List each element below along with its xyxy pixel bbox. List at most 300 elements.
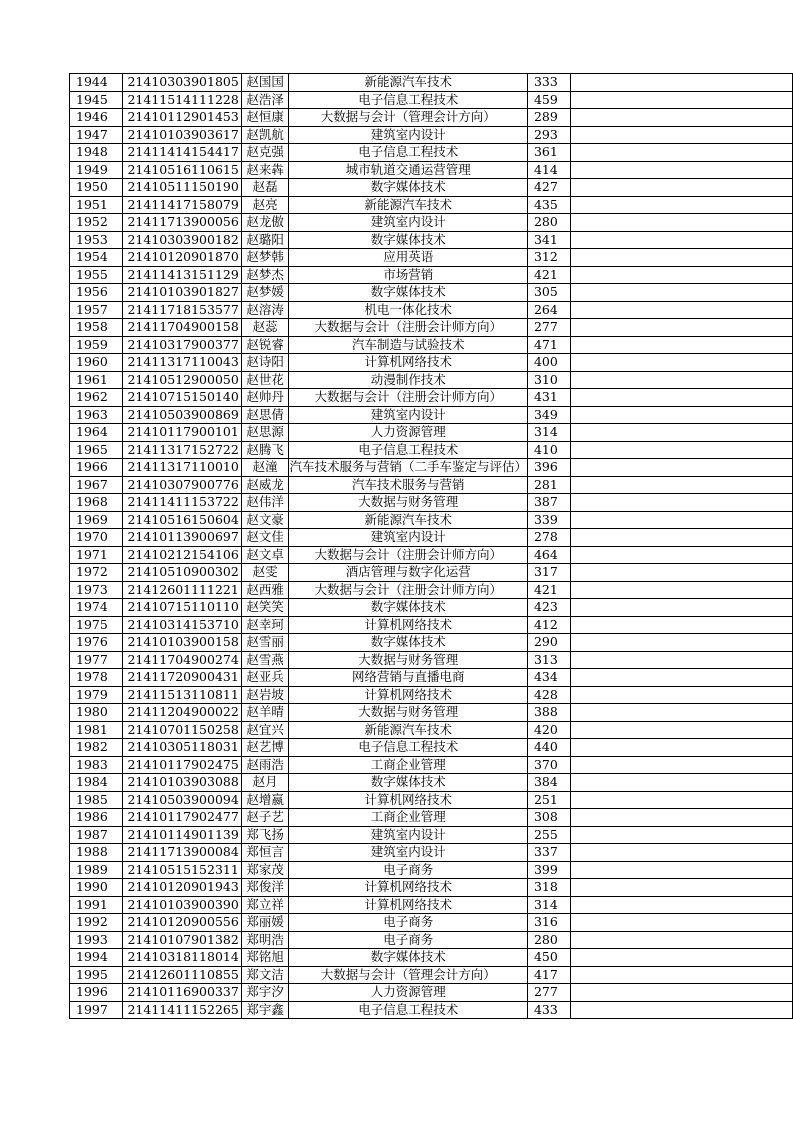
student-name-cell: 赵文卓	[241, 546, 289, 564]
score-cell: 337	[527, 844, 570, 862]
candidate-id-cell: 21410103903617	[123, 126, 241, 144]
candidate-id-cell: 21411718153577	[123, 301, 241, 319]
major-cell: 数字媒体技术	[289, 599, 528, 617]
serial-number-cell: 1975	[70, 616, 123, 634]
table-row	[70, 669, 793, 687]
table-row	[70, 179, 793, 197]
empty-remark-cell	[570, 564, 792, 582]
student-name-cell: 赵笑笑	[241, 599, 289, 617]
student-name-cell: 赵蕊	[241, 319, 289, 337]
student-name-cell: 赵西雅	[241, 581, 289, 599]
table-row	[70, 144, 793, 162]
candidate-id-cell: 21410715110110	[123, 599, 241, 617]
score-cell: 428	[527, 686, 570, 704]
student-name-cell: 郑恒言	[241, 844, 289, 862]
student-name-cell: 赵潼	[241, 459, 289, 477]
candidate-id-cell: 21411414154417	[123, 144, 241, 162]
student-name-cell: 郑宇汐	[241, 984, 289, 1002]
table-row	[70, 494, 793, 512]
candidate-id-cell: 21411417158079	[123, 196, 241, 214]
major-cell: 计算机网络技术	[289, 354, 528, 372]
student-name-cell: 赵帅丹	[241, 389, 289, 407]
major-cell: 建筑室内设计	[289, 529, 528, 547]
major-cell: 新能源汽车技术	[289, 721, 528, 739]
candidate-id-cell: 21410117902475	[123, 756, 241, 774]
student-name-cell: 赵国国	[241, 74, 289, 92]
student-name-cell: 赵恒康	[241, 109, 289, 127]
empty-remark-cell	[570, 494, 792, 512]
candidate-id-cell: 21410212154106	[123, 546, 241, 564]
serial-number-cell: 1945	[70, 91, 123, 109]
score-cell: 251	[527, 791, 570, 809]
serial-number-cell: 1976	[70, 634, 123, 652]
major-cell: 大数据与会计（注册会计师方向）	[289, 389, 528, 407]
serial-number-cell: 1952	[70, 214, 123, 232]
empty-remark-cell	[570, 599, 792, 617]
student-name-cell: 赵雪燕	[241, 651, 289, 669]
table-row	[70, 721, 793, 739]
candidate-id-cell: 21411720900431	[123, 669, 241, 687]
empty-remark-cell	[570, 879, 792, 897]
candidate-id-cell: 21410113900697	[123, 529, 241, 547]
score-cell: 410	[527, 441, 570, 459]
empty-remark-cell	[570, 651, 792, 669]
serial-number-cell: 1993	[70, 931, 123, 949]
student-name-cell: 郑铭旭	[241, 949, 289, 967]
empty-remark-cell	[570, 581, 792, 599]
student-name-cell: 郑立祥	[241, 896, 289, 914]
student-name-cell: 赵浩泽	[241, 91, 289, 109]
major-cell: 动漫制作技术	[289, 371, 528, 389]
major-cell: 大数据与会计（管理会计方向）	[289, 109, 528, 127]
empty-remark-cell	[570, 616, 792, 634]
empty-remark-cell	[570, 231, 792, 249]
serial-number-cell: 1990	[70, 879, 123, 897]
empty-remark-cell	[570, 1001, 792, 1019]
candidate-id-cell: 21412601111221	[123, 581, 241, 599]
major-cell: 电子信息工程技术	[289, 1001, 528, 1019]
student-name-cell: 赵月	[241, 774, 289, 792]
student-name-cell: 赵思倩	[241, 406, 289, 424]
table-row	[70, 774, 793, 792]
serial-number-cell: 1949	[70, 161, 123, 179]
score-cell: 314	[527, 424, 570, 442]
major-cell: 大数据与会计（注册会计师方向）	[289, 546, 528, 564]
score-cell: 417	[527, 966, 570, 984]
serial-number-cell: 1980	[70, 704, 123, 722]
candidate-id-cell: 21410103900158	[123, 634, 241, 652]
empty-remark-cell	[570, 301, 792, 319]
student-name-cell: 赵梦杰	[241, 266, 289, 284]
table-body	[70, 74, 793, 1019]
candidate-id-cell: 21410120901943	[123, 879, 241, 897]
empty-remark-cell	[570, 109, 792, 127]
student-name-cell: 赵亮	[241, 196, 289, 214]
candidate-id-cell: 21410303901805	[123, 74, 241, 92]
empty-remark-cell	[570, 476, 792, 494]
empty-remark-cell	[570, 721, 792, 739]
student-name-cell: 赵雨浩	[241, 756, 289, 774]
student-name-cell: 赵锐睿	[241, 336, 289, 354]
score-cell: 349	[527, 406, 570, 424]
student-name-cell: 赵羊晴	[241, 704, 289, 722]
empty-remark-cell	[570, 669, 792, 687]
serial-number-cell: 1989	[70, 861, 123, 879]
candidate-id-cell: 21410117900101	[123, 424, 241, 442]
serial-number-cell: 1968	[70, 494, 123, 512]
empty-remark-cell	[570, 161, 792, 179]
major-cell: 人力资源管理	[289, 984, 528, 1002]
serial-number-cell: 1982	[70, 739, 123, 757]
student-name-cell: 赵璐阳	[241, 231, 289, 249]
candidate-id-cell: 21410503900094	[123, 791, 241, 809]
score-cell: 255	[527, 826, 570, 844]
serial-number-cell: 1974	[70, 599, 123, 617]
empty-remark-cell	[570, 791, 792, 809]
student-name-cell: 郑文洁	[241, 966, 289, 984]
student-name-cell: 赵世花	[241, 371, 289, 389]
score-cell: 370	[527, 756, 570, 774]
student-name-cell: 赵文豪	[241, 511, 289, 529]
major-cell: 汽车制造与试验技术	[289, 336, 528, 354]
table-row	[70, 931, 793, 949]
candidate-id-cell: 21410701150258	[123, 721, 241, 739]
table-row	[70, 756, 793, 774]
score-cell: 280	[527, 931, 570, 949]
empty-remark-cell	[570, 371, 792, 389]
major-cell: 汽车技术服务与营销（二手车鉴定与评估）	[289, 459, 527, 475]
table-row	[70, 406, 793, 424]
candidate-id-cell: 21410103903088	[123, 774, 241, 792]
table-row	[70, 984, 793, 1002]
empty-remark-cell	[570, 546, 792, 564]
candidate-id-cell: 21410116900337	[123, 984, 241, 1002]
major-cell: 建筑室内设计	[289, 406, 528, 424]
empty-remark-cell	[570, 529, 792, 547]
empty-remark-cell	[570, 844, 792, 862]
table-row	[70, 389, 793, 407]
score-cell: 464	[527, 546, 570, 564]
empty-remark-cell	[570, 774, 792, 792]
empty-remark-cell	[570, 266, 792, 284]
candidate-id-cell: 21410112901453	[123, 109, 241, 127]
score-cell: 305	[527, 284, 570, 302]
major-cell: 大数据与会计（注册会计师方向）	[289, 319, 528, 337]
major-cell: 应用英语	[289, 249, 528, 267]
student-name-cell: 赵岩坡	[241, 686, 289, 704]
student-name-cell: 郑家茂	[241, 861, 289, 879]
score-cell: 341	[527, 231, 570, 249]
major-cell: 数字媒体技术	[289, 634, 528, 652]
serial-number-cell: 1962	[70, 389, 123, 407]
candidate-id-cell: 21410511150190	[123, 179, 241, 197]
empty-remark-cell	[570, 861, 792, 879]
serial-number-cell: 1953	[70, 231, 123, 249]
table-row	[70, 74, 793, 92]
empty-remark-cell	[570, 459, 792, 477]
score-cell: 280	[527, 214, 570, 232]
serial-number-cell: 1944	[70, 74, 123, 92]
score-cell: 333	[527, 74, 570, 92]
major-cell: 电子商务	[289, 931, 528, 949]
serial-number-cell: 1981	[70, 721, 123, 739]
score-cell: 277	[527, 319, 570, 337]
score-cell: 361	[527, 144, 570, 162]
empty-remark-cell	[570, 739, 792, 757]
serial-number-cell: 1967	[70, 476, 123, 494]
major-cell: 大数据与会计（注册会计师方向）	[289, 581, 528, 599]
major-cell: 电子信息工程技术	[289, 91, 528, 109]
table-row	[70, 1001, 793, 1019]
empty-remark-cell	[570, 91, 792, 109]
serial-number-cell: 1970	[70, 529, 123, 547]
serial-number-cell: 1969	[70, 511, 123, 529]
serial-number-cell: 1957	[70, 301, 123, 319]
table-row	[70, 336, 793, 354]
score-cell: 310	[527, 371, 570, 389]
table-row	[70, 266, 793, 284]
student-name-cell: 赵文佳	[241, 529, 289, 547]
major-cell: 新能源汽车技术	[289, 196, 528, 214]
empty-remark-cell	[570, 179, 792, 197]
major-cell: 城市轨道交通运营管理	[289, 161, 528, 179]
serial-number-cell: 1977	[70, 651, 123, 669]
table-row	[70, 161, 793, 179]
score-cell: 316	[527, 914, 570, 932]
table-row	[70, 354, 793, 372]
serial-number-cell: 1985	[70, 791, 123, 809]
score-cell: 421	[527, 266, 570, 284]
empty-remark-cell	[570, 441, 792, 459]
major-cell: 工商企业管理	[289, 809, 528, 827]
score-cell: 308	[527, 809, 570, 827]
major-cell: 建筑室内设计	[289, 214, 528, 232]
candidate-id-cell: 21410107901382	[123, 931, 241, 949]
table-row	[70, 634, 793, 652]
candidate-id-cell: 21411317110043	[123, 354, 241, 372]
score-cell: 293	[527, 126, 570, 144]
table-row	[70, 214, 793, 232]
student-name-cell: 郑飞扬	[241, 826, 289, 844]
major-cell: 电子信息工程技术	[289, 144, 528, 162]
student-name-cell: 赵子艺	[241, 809, 289, 827]
serial-number-cell: 1963	[70, 406, 123, 424]
student-name-cell: 郑俊洋	[241, 879, 289, 897]
candidate-id-cell: 21410303900182	[123, 231, 241, 249]
major-cell: 网络营销与直播电商	[289, 669, 528, 687]
serial-number-cell: 1960	[70, 354, 123, 372]
student-name-cell: 赵来犇	[241, 161, 289, 179]
empty-remark-cell	[570, 704, 792, 722]
table-row	[70, 686, 793, 704]
table-row	[70, 459, 793, 477]
candidate-id-cell: 21411704900158	[123, 319, 241, 337]
student-name-cell: 赵思源	[241, 424, 289, 442]
serial-number-cell: 1991	[70, 896, 123, 914]
major-cell: 计算机网络技术	[289, 879, 528, 897]
table-row	[70, 529, 793, 547]
serial-number-cell: 1950	[70, 179, 123, 197]
student-name-cell: 郑宇鑫	[241, 1001, 289, 1019]
empty-remark-cell	[570, 319, 792, 337]
candidate-id-cell: 21411704900274	[123, 651, 241, 669]
candidate-id-cell: 21410103900390	[123, 896, 241, 914]
candidate-id-cell: 21410305118031	[123, 739, 241, 757]
score-cell: 421	[527, 581, 570, 599]
serial-number-cell: 1947	[70, 126, 123, 144]
table-row	[70, 581, 793, 599]
empty-remark-cell	[570, 424, 792, 442]
student-name-cell: 赵雯	[241, 564, 289, 582]
major-cell: 计算机网络技术	[289, 791, 528, 809]
major-cell: 建筑室内设计	[289, 844, 528, 862]
table-row	[70, 301, 793, 319]
major-cell: 大数据与会计（管理会计方向）	[289, 966, 528, 984]
score-cell: 387	[527, 494, 570, 512]
empty-remark-cell	[570, 931, 792, 949]
major-cell: 工商企业管理	[289, 756, 528, 774]
major-cell: 机电一体化技术	[289, 301, 528, 319]
student-name-cell: 赵增嬴	[241, 791, 289, 809]
major-cell: 计算机网络技术	[289, 616, 528, 634]
score-cell: 384	[527, 774, 570, 792]
candidate-id-cell: 21411514111228	[123, 91, 241, 109]
major-cell: 建筑室内设计	[289, 826, 528, 844]
major-cell: 计算机网络技术	[289, 686, 528, 704]
score-cell: 423	[527, 599, 570, 617]
candidate-id-cell: 21410516110615	[123, 161, 241, 179]
score-cell: 471	[527, 336, 570, 354]
major-cell: 市场营销	[289, 266, 528, 284]
major-cell: 酒店管理与数字化运营	[289, 564, 528, 582]
student-name-cell: 赵克强	[241, 144, 289, 162]
student-name-cell: 赵凯航	[241, 126, 289, 144]
candidate-id-cell: 21410516150604	[123, 511, 241, 529]
score-cell: 396	[527, 459, 570, 477]
major-cell: 新能源汽车技术	[289, 74, 528, 92]
major-cell: 大数据与财务管理	[289, 651, 528, 669]
serial-number-cell: 1956	[70, 284, 123, 302]
empty-remark-cell	[570, 249, 792, 267]
empty-remark-cell	[570, 196, 792, 214]
table-row	[70, 704, 793, 722]
score-cell: 318	[527, 879, 570, 897]
score-cell: 278	[527, 529, 570, 547]
empty-remark-cell	[570, 966, 792, 984]
serial-number-cell: 1987	[70, 826, 123, 844]
serial-number-cell: 1955	[70, 266, 123, 284]
student-name-cell: 郑丽媛	[241, 914, 289, 932]
table-row	[70, 826, 793, 844]
student-name-cell: 赵幸珂	[241, 616, 289, 634]
score-cell: 435	[527, 196, 570, 214]
student-name-cell: 赵威龙	[241, 476, 289, 494]
table-row	[70, 284, 793, 302]
score-cell: 434	[527, 669, 570, 687]
score-cell: 281	[527, 476, 570, 494]
score-cell: 414	[527, 161, 570, 179]
candidate-id-cell: 21410503900869	[123, 406, 241, 424]
empty-remark-cell	[570, 984, 792, 1002]
serial-number-cell: 1996	[70, 984, 123, 1002]
score-cell: 433	[527, 1001, 570, 1019]
table-row	[70, 914, 793, 932]
empty-remark-cell	[570, 896, 792, 914]
empty-remark-cell	[570, 686, 792, 704]
score-cell: 459	[527, 91, 570, 109]
empty-remark-cell	[570, 914, 792, 932]
serial-number-cell: 1994	[70, 949, 123, 967]
major-cell: 计算机网络技术	[289, 896, 528, 914]
student-name-cell: 赵艺博	[241, 739, 289, 757]
empty-remark-cell	[570, 354, 792, 372]
score-cell: 412	[527, 616, 570, 634]
score-cell: 264	[527, 301, 570, 319]
major-cell: 电子信息工程技术	[289, 441, 528, 459]
candidate-id-cell: 21411713900056	[123, 214, 241, 232]
major-cell: 建筑室内设计	[289, 126, 528, 144]
candidate-id-cell: 21411513110811	[123, 686, 241, 704]
student-name-cell: 赵亚兵	[241, 669, 289, 687]
candidate-id-cell: 21410117902477	[123, 809, 241, 827]
serial-number-cell: 1988	[70, 844, 123, 862]
score-cell: 277	[527, 984, 570, 1002]
candidate-id-cell: 21410103901827	[123, 284, 241, 302]
candidate-id-cell: 21411413151129	[123, 266, 241, 284]
candidate-id-cell: 21411204900022	[123, 704, 241, 722]
table-row	[70, 91, 793, 109]
candidate-id-cell: 21411411152265	[123, 1001, 241, 1019]
table-row	[70, 599, 793, 617]
candidate-id-cell: 21411713900084	[123, 844, 241, 862]
student-name-cell: 赵雪丽	[241, 634, 289, 652]
serial-number-cell: 1972	[70, 564, 123, 582]
table-row	[70, 231, 793, 249]
table-row	[70, 616, 793, 634]
major-cell: 大数据与财务管理	[289, 494, 528, 512]
candidate-id-cell: 21410120900556	[123, 914, 241, 932]
score-cell: 290	[527, 634, 570, 652]
empty-remark-cell	[570, 511, 792, 529]
major-cell: 汽车技术服务与营销	[289, 476, 528, 494]
student-name-cell: 赵磊	[241, 179, 289, 197]
serial-number-cell: 1958	[70, 319, 123, 337]
candidate-id-cell: 21410515152311	[123, 861, 241, 879]
empty-remark-cell	[570, 144, 792, 162]
student-name-cell: 赵宜兴	[241, 721, 289, 739]
candidate-id-cell: 21410318118014	[123, 949, 241, 967]
table-row	[70, 424, 793, 442]
admission-list-table	[69, 73, 793, 1019]
table-row	[70, 651, 793, 669]
student-name-cell: 赵腾飞	[241, 441, 289, 459]
serial-number-cell: 1959	[70, 336, 123, 354]
table-row	[70, 476, 793, 494]
candidate-id-cell: 21410120901870	[123, 249, 241, 267]
candidate-id-cell: 21410510900302	[123, 564, 241, 582]
student-name-cell: 赵梦韩	[241, 249, 289, 267]
candidate-id-cell: 21411317152722	[123, 441, 241, 459]
score-cell: 388	[527, 704, 570, 722]
candidate-id-cell: 21410317900377	[123, 336, 241, 354]
serial-number-cell: 1946	[70, 109, 123, 127]
table-row	[70, 739, 793, 757]
candidate-id-cell: 21410114901139	[123, 826, 241, 844]
serial-number-cell: 1992	[70, 914, 123, 932]
student-name-cell: 赵梦媛	[241, 284, 289, 302]
score-cell: 289	[527, 109, 570, 127]
score-cell: 314	[527, 896, 570, 914]
